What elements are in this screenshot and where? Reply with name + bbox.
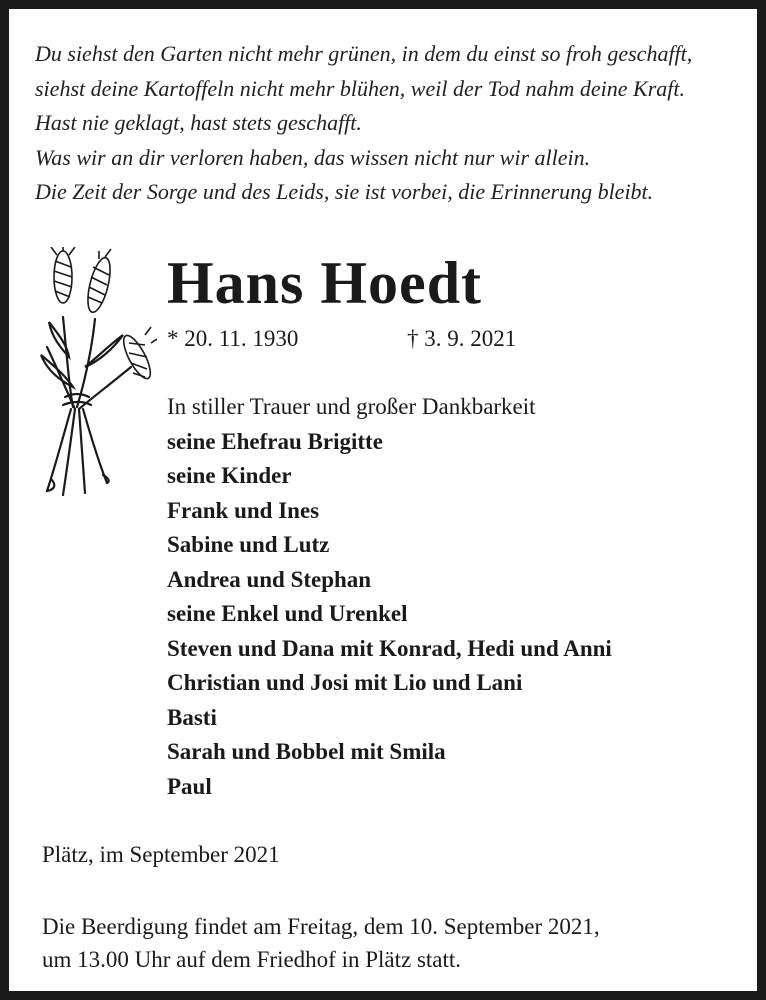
poem-line: Du siehst den Garten nicht mehr grünen, in dem du einst so froh geschafft, xyxy=(35,41,693,66)
mourner-line: Sabine und Lutz xyxy=(167,532,330,557)
mourner-line: Andrea und Stephan xyxy=(167,566,372,592)
funeral-line: Die Beerdigung findet am Freitag, dem 10. September 2021, xyxy=(42,914,600,939)
poem-line: Hast nie geklagt, hast stets geschafft. xyxy=(35,110,362,135)
mourner-line: seine Kinder xyxy=(167,463,292,488)
mourner-line: Frank und Ines xyxy=(167,497,320,523)
mourner-line: Steven und Dana mit Konrad, Hedi und Anni xyxy=(167,635,612,661)
funeral-line: um 13.00 Uhr auf dem Friedhof in Plätz statt. xyxy=(42,947,462,972)
funeral-notice xyxy=(42,910,762,976)
poem-line: siehst deine Kartoffeln nicht mehr blühen, weil der Tod nahm deine Kraft. xyxy=(35,75,685,101)
poem-line: Die Zeit der Sorge und des Leids, sie ist vorbei, die Erinnerung bleibt. xyxy=(35,179,654,204)
birth-date: * 20. 11. 1930 xyxy=(167,326,299,351)
wheat-bundle-icon xyxy=(33,247,157,499)
mourners-list xyxy=(167,390,757,804)
memorial-poem xyxy=(35,37,755,210)
death-date: † 3. 9. 2021 xyxy=(407,326,517,351)
mourner-line: Christian und Josi mit Lio und Lani xyxy=(167,670,523,695)
mourners-intro: In stiller Trauer und großer Dankbarkeit xyxy=(167,394,536,419)
mourner-line: Paul xyxy=(167,773,212,799)
place-date: Plätz, im September 2021 xyxy=(42,842,280,867)
mourner-line: seine Ehefrau Brigitte xyxy=(167,428,383,454)
mourner-line: Sarah und Bobbel mit Smila xyxy=(167,739,446,764)
poem-line: Was wir an dir verloren haben, das wissen nicht nur wir allein. xyxy=(35,144,591,170)
mourner-line: Basti xyxy=(167,704,217,730)
deceased-name: Hans Hoedt xyxy=(167,250,483,316)
mourner-line: seine Enkel und Urenkel xyxy=(167,601,408,626)
